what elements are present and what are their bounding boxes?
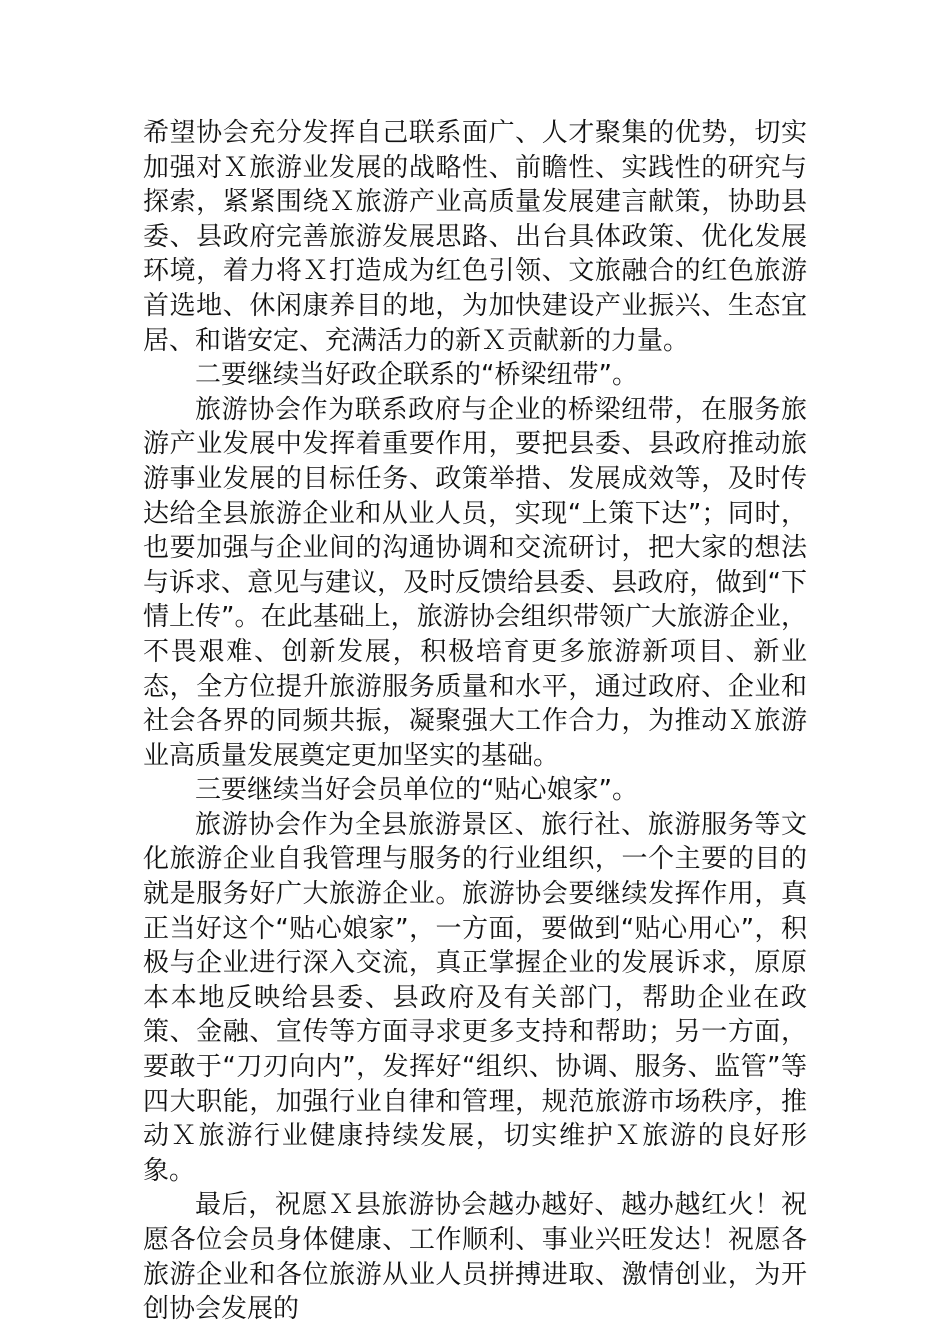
paragraph-closing-wishes: 最后，祝愿Ｘ县旅游协会越办越好、越办越红火！祝愿各位会员身体健康、工作顺利、事业兴旺发达！祝愿各旅游企业和各位旅游从业人员拼搏进取、激情创业，为开创协会发展的: [143, 1190, 807, 1325]
document-body: [143, 116, 807, 1327]
paragraph-bridge-role: 旅游协会作为联系政府与企业的桥梁纽带，在服务旅游产业发展中发挥着重要作用，要把县委、县政府推动旅游事业发展的目标任务、政策举措、发展成效等，及时传达给全县旅游企业和从业人员，实现“上策下达”；同时，也要加强与企业间的沟通协调和交流研讨，把大家的想法与诉求、意见与建议，及时反馈给县委、县政府，做到“下情上传”。在此基础上，旅游协会组织带领广大旅游企业，不畏艰难、创新发展，积极培育更多旅游新项目、新业态，全方位提升旅游服务质量和水平，通过政府、企业和社会各界的同频共振，凝聚强大工作合力，为推动Ｘ旅游业高质量发展奠定更加坚实的基础。: [143, 394, 807, 771]
paragraph-continuation: 希望协会充分发挥自己联系面广、人才聚集的优势，切实加强对Ｘ旅游业发展的战略性、前瞻性、实践性的研究与探索，紧紧围绕Ｘ旅游产业高质量发展建言献策，协助县委、县政府完善旅游发展思路、出台具体政策、优化发展环境，着力将Ｘ打造成为红色引领、文旅融合的红色旅游首选地、休闲康养目的地，为加快建设产业振兴、生态宜居、和谐安定、充满活力的新Ｘ贡献新的力量。: [143, 118, 807, 356]
paragraph-heading-three: 三要继续当好会员单位的“贴心娘家”。: [195, 775, 638, 806]
paragraph-heading-two: 二要继续当好政企联系的“桥梁纽带”。: [195, 360, 638, 391]
paragraph-member-service: 旅游协会作为全县旅游景区、旅行社、旅游服务等文化旅游企业自我管理与服务的行业组织，一个主要的目的就是服务好广大旅游企业。旅游协会要继续发挥作用，真正当好这个“贴心娘家”，一方面，要做到“贴心用心”，积极与企业进行深入交流，真正掌握企业的发展诉求，原原本本地反映给县委、县政府及有关部门，帮助企业在政策、金融、宣传等方面寻求更多支持和帮助；另一方面，要敢于“刀刃向内”，发挥好“组织、协调、服务、监管”等四大职能，加强行业自律和管理，规范旅游市场秩序，推动Ｘ旅游行业健康持续发展，切实维护Ｘ旅游的良好形象。: [143, 809, 807, 1186]
